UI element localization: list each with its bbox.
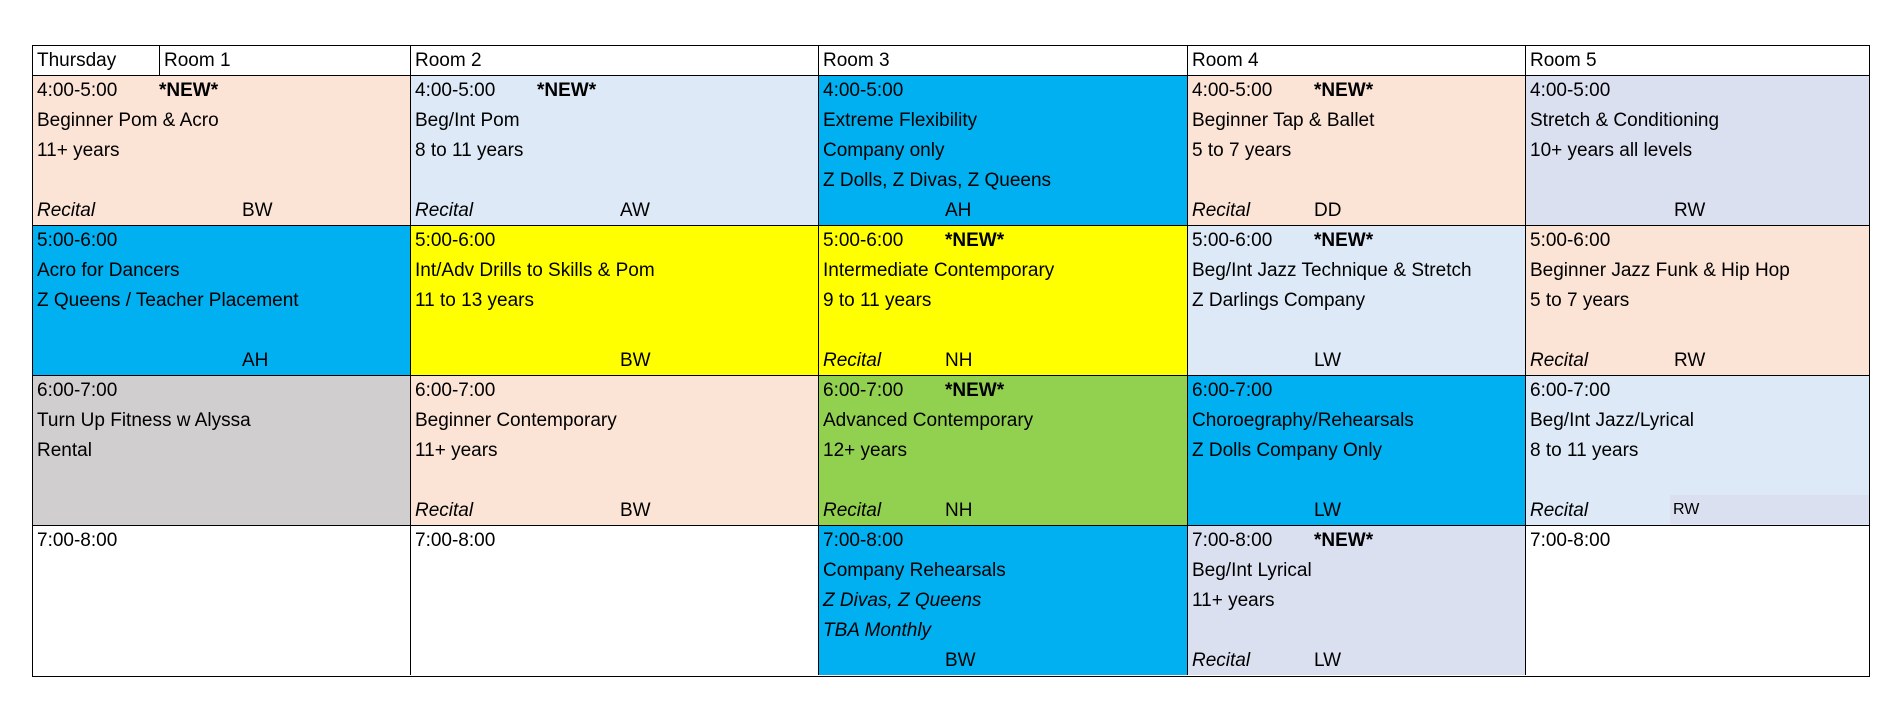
class-cell [1187, 375, 1525, 525]
class-name: Company Rehearsals [823, 560, 1006, 581]
recital-label: Recital [1192, 200, 1251, 221]
class-detail: 10+ years all levels [1530, 140, 1693, 161]
class-detail: TBA Monthly [823, 620, 932, 641]
recital-label: Recital [1530, 500, 1589, 521]
class-time: 4:00-5:00 [1192, 80, 1273, 101]
class-cell [410, 75, 818, 225]
class-detail: Z Dolls, Z Divas, Z Queens [823, 170, 1052, 191]
class-time: 4:00-5:00 [37, 80, 118, 101]
day-header: Thursday [32, 45, 159, 75]
class-name: Turn Up Fitness w Alyssa [37, 410, 251, 431]
new-badge: *NEW* [945, 380, 1005, 401]
teacher-initials: AW [620, 200, 650, 221]
class-name: Advanced Contemporary [823, 410, 1034, 431]
class-cell [1187, 225, 1525, 375]
recital-label: Recital [37, 200, 96, 221]
class-cell [32, 75, 410, 225]
class-detail: Z Divas, Z Queens [823, 590, 982, 611]
class-detail: Z Queens / Teacher Placement [37, 290, 299, 311]
class-name: Beginner Contemporary [415, 410, 617, 431]
teacher-initials: BW [242, 200, 273, 221]
teacher-initials: AH [945, 200, 972, 221]
class-detail: 11+ years [37, 140, 120, 161]
class-cell [32, 375, 410, 525]
class-name: Beg/Int Jazz/Lyrical [1530, 410, 1695, 431]
teacher-initials: RW [1674, 200, 1706, 221]
recital-label: Recital [415, 200, 474, 221]
class-time: 5:00-6:00 [1192, 230, 1273, 251]
teacher-initials: LW [1314, 650, 1342, 671]
new-badge: *NEW* [1314, 80, 1374, 101]
teacher-initials: AH [242, 350, 269, 371]
class-cell [1525, 525, 1870, 675]
recital-label: Recital [823, 350, 882, 371]
class-cell [1525, 225, 1870, 375]
class-time: 4:00-5:00 [1530, 80, 1611, 101]
class-name: Beg/Int Lyrical [1192, 560, 1312, 581]
class-name: Int/Adv Drills to Skills & Pom [415, 260, 655, 281]
class-detail: 8 to 11 years [415, 140, 524, 161]
class-name: Intermediate Contemporary [823, 260, 1055, 281]
class-cell [32, 525, 410, 675]
class-name: Beg/Int Jazz Technique & Stretch [1192, 260, 1472, 281]
new-badge: *NEW* [1314, 230, 1374, 251]
class-time: 7:00-8:00 [37, 530, 118, 551]
class-time: 5:00-6:00 [37, 230, 118, 251]
teacher-initials: RW [1673, 501, 1700, 518]
class-cell [410, 375, 818, 525]
class-name: Beg/Int Pom [415, 110, 520, 131]
new-badge: *NEW* [537, 80, 597, 101]
class-cell [818, 375, 1187, 525]
recital-label: Recital [1530, 350, 1589, 371]
class-cell [32, 225, 410, 375]
room-header-1: Room 1 [159, 45, 410, 75]
class-time: 7:00-8:00 [823, 530, 904, 551]
class-time: 7:00-8:00 [1192, 530, 1273, 551]
class-detail: Z Dolls Company Only [1192, 440, 1383, 461]
class-time: 6:00-7:00 [1192, 380, 1273, 401]
color-patch [1670, 495, 1869, 524]
room-header-5: Room 5 [1525, 45, 1870, 75]
teacher-initials: LW [1314, 500, 1342, 521]
class-cell [1187, 75, 1525, 225]
teacher-initials: BW [620, 350, 651, 371]
class-detail: 11 to 13 years [415, 290, 535, 311]
class-time: 6:00-7:00 [37, 380, 118, 401]
class-detail: 11+ years [1192, 590, 1275, 611]
recital-label: Recital [1192, 650, 1251, 671]
class-time: 6:00-7:00 [415, 380, 496, 401]
teacher-initials: DD [1314, 200, 1342, 221]
teacher-initials: NH [945, 500, 973, 521]
class-time: 7:00-8:00 [415, 530, 496, 551]
class-detail: 5 to 7 years [1192, 140, 1292, 161]
class-name: Beginner Jazz Funk & Hip Hop [1530, 260, 1790, 281]
class-cell [818, 75, 1187, 225]
class-name: Choroegraphy/Rehearsals [1192, 410, 1414, 431]
teacher-initials: BW [620, 500, 651, 521]
class-detail: 11+ years [415, 440, 498, 461]
new-badge: *NEW* [945, 230, 1005, 251]
class-name: Extreme Flexibility [823, 110, 978, 131]
teacher-initials: LW [1314, 350, 1342, 371]
class-name: Beginner Tap & Ballet [1192, 110, 1375, 131]
recital-label: Recital [415, 500, 474, 521]
class-cell [410, 225, 818, 375]
class-cell [1525, 75, 1870, 225]
room-header-4: Room 4 [1187, 45, 1525, 75]
class-detail: Rental [37, 440, 92, 461]
class-cell [818, 225, 1187, 375]
recital-label: Recital [823, 500, 882, 521]
class-cell [818, 525, 1187, 675]
class-cell [1187, 525, 1525, 675]
class-time: 5:00-6:00 [1530, 230, 1611, 251]
class-cell [410, 525, 818, 675]
class-time: 6:00-7:00 [1530, 380, 1611, 401]
room-header-2: Room 2 [410, 45, 818, 75]
class-time: 6:00-7:00 [823, 380, 904, 401]
class-time: 5:00-6:00 [415, 230, 496, 251]
room-header-3: Room 3 [818, 45, 1187, 75]
class-time: 4:00-5:00 [415, 80, 496, 101]
class-detail: 9 to 11 years [823, 290, 932, 311]
class-detail: 12+ years [823, 440, 907, 461]
class-detail: 5 to 7 years [1530, 290, 1630, 311]
class-name: Stretch & Conditioning [1530, 110, 1720, 131]
class-detail: Z Darlings Company [1192, 290, 1366, 311]
new-badge: *NEW* [159, 80, 219, 101]
class-detail: Company only [823, 140, 945, 161]
teacher-initials: NH [945, 350, 973, 371]
class-time: 5:00-6:00 [823, 230, 904, 251]
teacher-initials: RW [1674, 350, 1706, 371]
class-name: Beginner Pom & Acro [37, 110, 219, 131]
class-name: Acro for Dancers [37, 260, 180, 281]
class-time: 4:00-5:00 [823, 80, 904, 101]
class-detail: 8 to 11 years [1530, 440, 1639, 461]
class-time: 7:00-8:00 [1530, 530, 1611, 551]
new-badge: *NEW* [1314, 530, 1374, 551]
teacher-initials: BW [945, 650, 976, 671]
